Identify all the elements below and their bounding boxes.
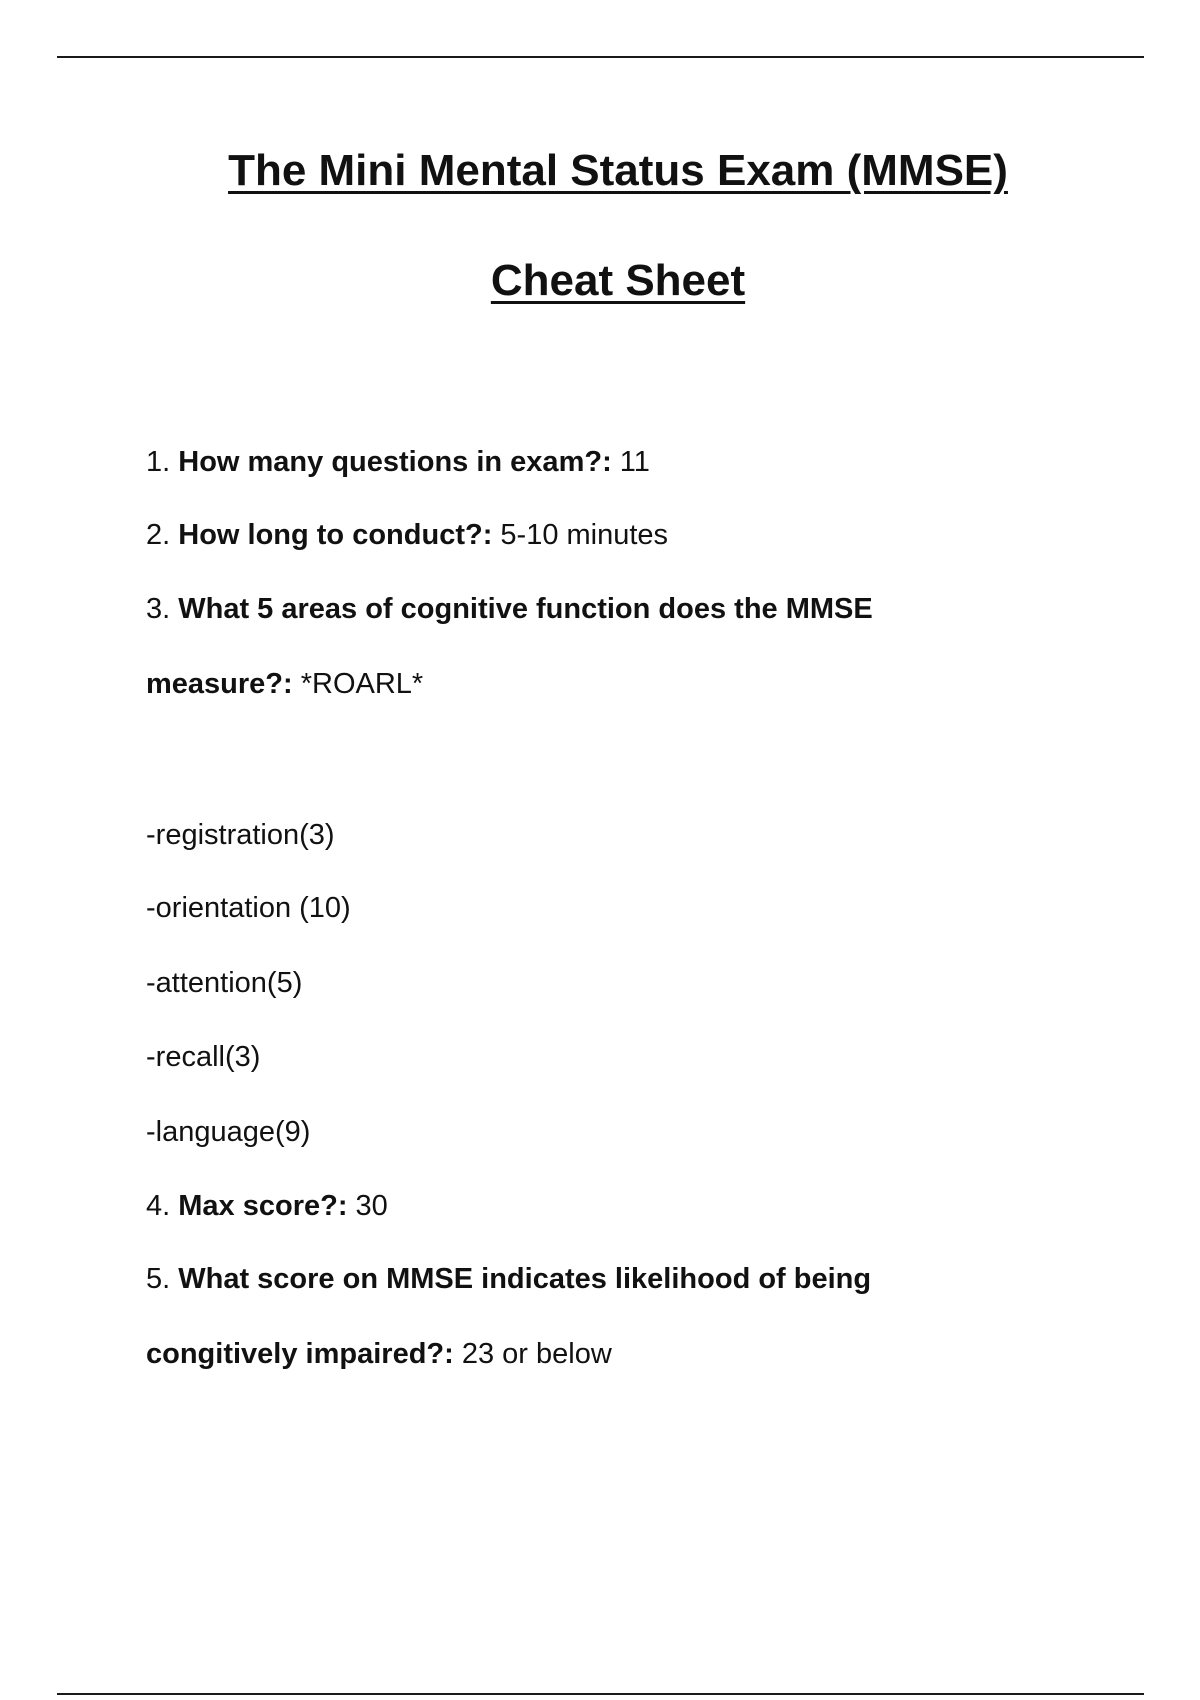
item-1-question: How many questions in exam?: (178, 446, 612, 478)
item-1 (146, 444, 650, 480)
item-4-question: Max score?: (178, 1190, 348, 1222)
item-3-line-1 (146, 591, 873, 627)
item-5-answer: 23 or below (453, 1338, 612, 1370)
item-5-line-2 (146, 1336, 612, 1372)
area-language: -language(9) (146, 1116, 311, 1148)
item-4-answer: 30 (347, 1190, 388, 1222)
item-5-question-part1: What score on MMSE indicates likelihood of being (178, 1263, 872, 1295)
item-5-question-part2: congitively impaired?: (146, 1338, 454, 1370)
page-subtitle: Cheat Sheet (490, 256, 746, 305)
area-registration: -registration(3) (146, 819, 335, 851)
item-2-answer: 5-10 minutes (492, 519, 669, 551)
item-1-number: 1. (146, 446, 171, 478)
area-recall: -recall(3) (146, 1041, 261, 1073)
item-3-number: 3. (146, 593, 171, 625)
item-5-number: 5. (146, 1263, 171, 1295)
item-3-answer: *ROARL* (292, 668, 424, 700)
item-2 (146, 517, 668, 553)
item-3-question-part1: What 5 areas of cognitive function does the MMSE (178, 593, 873, 625)
area-orientation: -orientation (10) (146, 892, 351, 924)
page-title: The Mini Mental Status Exam (MMSE) (228, 146, 1008, 195)
item-4 (146, 1188, 388, 1224)
item-3-question-part2: measure?: (146, 668, 293, 700)
item-2-question: How long to conduct?: (178, 519, 493, 551)
area-attention: -attention(5) (146, 967, 303, 999)
item-5-line-1 (146, 1261, 871, 1297)
item-2-number: 2. (146, 519, 171, 551)
item-4-number: 4. (146, 1190, 171, 1222)
item-1-answer: 11 (611, 446, 650, 478)
top-rule (57, 56, 1144, 58)
item-3-line-2 (146, 666, 423, 702)
bottom-rule (57, 1693, 1144, 1695)
